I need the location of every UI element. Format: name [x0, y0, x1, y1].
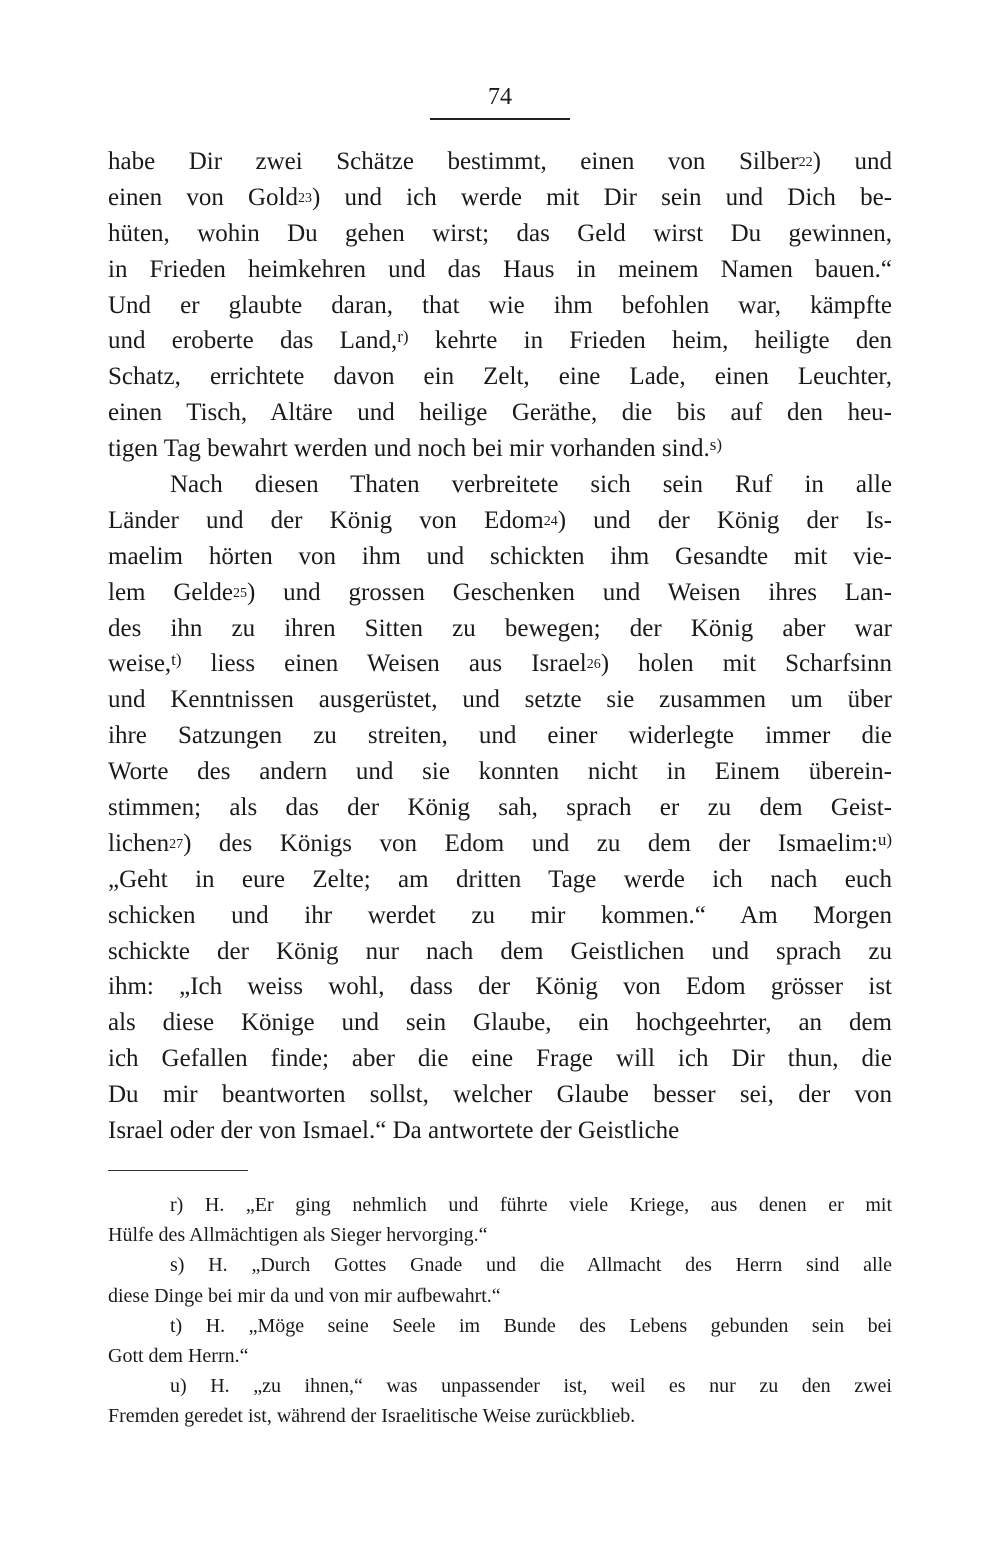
text-segment: Schatz, errichtete davon ein Zelt, eine Lade, einen Leuchter, [108, 363, 892, 391]
text-line [108, 395, 892, 431]
text-segment: ) und der König der Is- [557, 506, 892, 534]
text-line [108, 969, 892, 1005]
text-line [108, 503, 892, 539]
page-number: 74 [488, 84, 512, 110]
text-segment: ) und grossen Geschenken und Weisen ihres Lan- [247, 578, 892, 606]
text-line [108, 862, 892, 898]
text-segment: ) und ich werde mit Dir sein und Dich be- [312, 183, 893, 211]
text-segment: in Frieden heimkehren und das Haus in meinem Namen bauen.“ [108, 255, 892, 283]
text-segment: einen von Gold [108, 183, 298, 211]
text-segment: Worte des andern und sie konnten nicht in Einem überein- [108, 758, 892, 786]
text-line [108, 1077, 892, 1113]
footnote-line: Fremden geredet ist, während der Israelitische Weise zurückblieb. [108, 1405, 636, 1428]
text-line [108, 646, 892, 682]
text-segment: Israel oder der von Ismael.“ Da antwortete der Geistliche [108, 1117, 680, 1145]
text-segment: ich Gefallen finde; aber die eine Frage will ich Dir thun, die [108, 1045, 892, 1073]
footnote-line: Gott dem Herrn.“ [108, 1344, 249, 1367]
text-line [108, 431, 892, 467]
footnotes [108, 1190, 892, 1432]
text-segment: „Geht in eure Zelte; am dritten Tage werde ich nach euch [108, 865, 892, 893]
text-line [108, 611, 892, 647]
text-segment: lem Gelde [108, 578, 234, 606]
text-segment: ihre Satzungen zu streiten, und einer widerlegte immer die [108, 722, 892, 750]
text-segment: ) und [812, 148, 893, 175]
text-line [108, 180, 892, 216]
text-segment: Du mir beantworten sollst, welcher Glaube besser sei, der von [108, 1081, 892, 1109]
footnote-superscript: 27 [169, 836, 184, 852]
footnote-superscript: 23 [298, 190, 312, 206]
text-segment: schicken und ihr werdet zu mir kommen.“ Am Morgen [108, 901, 892, 929]
text-line [108, 144, 892, 180]
text-segment: einen Tisch, Altäre und heilige Geräthe, die bis auf den heu- [108, 399, 892, 427]
footnote-line: t) H. „Möge seine Seele im Bunde des Lebens gebunden sein bei [170, 1314, 892, 1337]
footnote-marker: t) [171, 650, 182, 670]
footnote-rule [108, 1170, 248, 1171]
footnote-superscript: 24 [543, 513, 558, 529]
text-segment: tigen Tag bewahrt werden und noch bei mir vorhanden sind. [108, 435, 710, 463]
text-segment: ) des Königs von Edom und zu dem der Ismaelim: [183, 829, 878, 857]
footnote-line: u) H. „zu ihnen,“ was unpassender ist, weil es nur zu den zwei [170, 1375, 892, 1398]
text-line [108, 934, 892, 970]
text-segment: lichen [108, 829, 170, 857]
footnote-line: Hülfe des Allmächtigen als Sieger hervorging.“ [108, 1224, 488, 1247]
text-segment: hüten, wohin Du gehen wirst; das Geld wirst Du gewinnen, [108, 219, 892, 247]
text-segment: ) holen mit Scharfsinn [600, 650, 892, 678]
text-segment: Nach diesen Thaten verbreitete sich sein Ruf in alle [170, 471, 892, 499]
text-line [108, 539, 892, 575]
text-line [108, 754, 892, 790]
text-line [108, 718, 892, 754]
text-line [108, 359, 892, 395]
text-segment: ihm: „Ich weiss wohl, dass der König von Edom grösser ist [108, 973, 892, 1001]
text-line [108, 826, 892, 862]
text-line [108, 1005, 892, 1041]
text-segment: habe Dir zwei Schätze bestimmt, einen von Silber [108, 148, 799, 175]
text-segment: Länder und der König von Edom [108, 506, 544, 534]
text-segment: stimmen; als das der König sah, sprach er zu dem Geist- [108, 794, 892, 822]
footnote-marker: r) [397, 327, 409, 347]
footnote-superscript: 25 [233, 585, 248, 601]
text-segment: kehrte in Frieden heim, heiligte den [408, 327, 892, 355]
footnote-line: s) H. „Durch Gottes Gnade und die Allmacht des Herrn sind alle [170, 1254, 892, 1277]
text-segment: schickte der König nur nach dem Geistlichen und sprach zu [108, 937, 892, 965]
text-segment: als diese Könige und sein Glaube, ein hochgeehrter, an dem [108, 1009, 892, 1037]
text-line [108, 1113, 892, 1149]
text-line [108, 323, 892, 359]
text-line [108, 790, 892, 826]
footnote-superscript: 22 [798, 155, 813, 170]
text-line [108, 216, 892, 252]
text-segment: weise, [108, 650, 172, 678]
text-segment: und Kenntnissen ausgerüstet, und setzte sie zusammen um über [108, 686, 892, 714]
text-line [108, 575, 892, 611]
text-segment: maelim hörten von ihm und schickten ihm Gesandte mit vie- [108, 542, 892, 570]
text-line [108, 252, 892, 288]
footnote-superscript: 26 [586, 657, 601, 673]
text-segment: liess einen Weisen aus Israel [181, 650, 587, 678]
main-text [108, 144, 892, 1149]
text-segment: des ihn zu ihren Sitten zu bewegen; der König aber war [108, 614, 892, 642]
text-line [108, 1041, 892, 1077]
footnote-line: diese Dinge bei mir da und von mir aufbewahrt.“ [108, 1284, 501, 1307]
footnote-line: r) H. „Er ging nehmlich und führte viele Kriege, aus denen er mit [170, 1194, 892, 1216]
text-line [108, 682, 892, 718]
header-rule [430, 118, 570, 120]
text-line [108, 467, 892, 503]
footnote-marker: s) [709, 435, 723, 455]
text-segment: Und er glaubte daran, that wie ihm befohlen war, kämpfte [108, 291, 892, 319]
text-line [108, 288, 892, 324]
text-segment: und eroberte das Land, [108, 327, 398, 355]
footnote-marker: u) [877, 829, 892, 849]
text-line [108, 898, 892, 934]
